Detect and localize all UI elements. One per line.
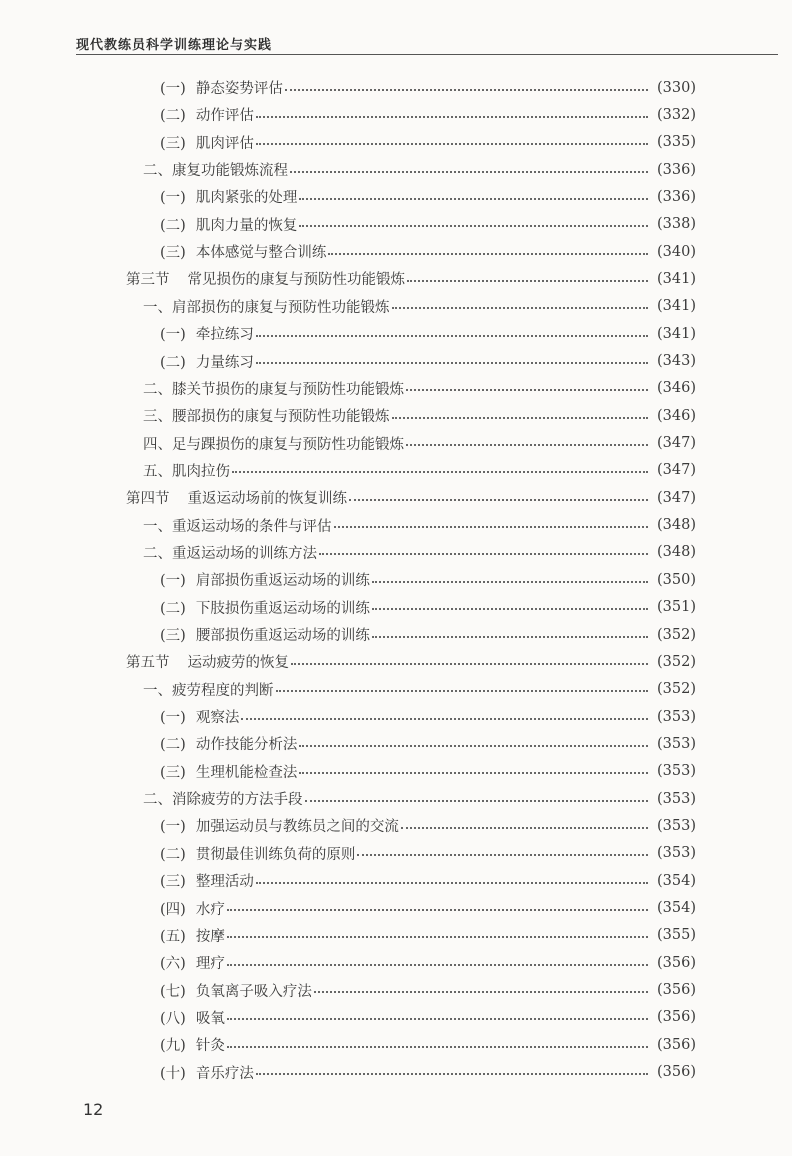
toc-entry-page: (354) (657, 900, 696, 916)
toc-entry-label: (七) (160, 983, 186, 1000)
toc-entry-text: 生理机能检查法 (195, 764, 298, 781)
toc-entry-label: 第四节 (126, 491, 170, 508)
toc-entry-title (160, 761, 297, 782)
dot-leader (256, 362, 648, 364)
dot-leader (319, 553, 648, 555)
dot-leader (227, 1046, 648, 1048)
toc-entry[interactable] (0, 1031, 696, 1058)
toc-entry-text: 肌肉力量的恢复 (195, 217, 298, 234)
toc-entry-title (160, 1062, 254, 1083)
toc-entry-text: 重返运动场的训练方法 (172, 545, 317, 562)
page-number: 12 (83, 1100, 104, 1119)
toc-entry[interactable] (0, 430, 696, 457)
toc-entry-page: (351) (657, 599, 696, 616)
toc-entry-title (160, 1034, 225, 1055)
toc-entry[interactable] (0, 183, 696, 210)
toc-entry-text: 肩部损伤的康复与预防性功能锻炼 (172, 299, 390, 316)
toc-entry-text: 贯彻最佳训练负荷的原则 (195, 846, 356, 863)
toc-entry-text: 加强运动员与教练员之间的交流 (195, 819, 399, 836)
toc-entry-text: 动作技能分析法 (195, 737, 298, 754)
toc-entry-text: 运动疲劳的恢复 (187, 655, 289, 672)
toc-entry-page: (336) (657, 161, 696, 178)
toc-entry-label: (三) (160, 628, 186, 644)
toc-entry-label: 五、 (143, 463, 172, 480)
toc-entry[interactable] (0, 348, 696, 375)
dot-leader (227, 936, 648, 938)
dot-leader (232, 471, 648, 473)
running-header: 现代教练员科学训练理论与实践 (76, 38, 273, 53)
toc-entry-page: (347) (657, 435, 696, 452)
toc-entry-page: (352) (657, 626, 696, 643)
toc-entry[interactable] (0, 211, 696, 238)
toc-entry-page: (330) (657, 79, 696, 96)
toc-entry[interactable] (0, 758, 696, 785)
dot-leader (299, 772, 648, 774)
toc-entry[interactable] (0, 484, 696, 511)
toc-entry-label: (二) (160, 354, 186, 371)
toc-entry-text: 本体感觉与整合训练 (195, 245, 327, 262)
toc-entry[interactable] (0, 1059, 696, 1086)
toc-entry-text: 水疗 (195, 901, 225, 918)
toc-entry-text: 腰部损伤重返运动场的训练 (195, 628, 370, 644)
dot-leader (372, 581, 648, 583)
dot-leader (305, 800, 649, 802)
toc-entry-page: (348) (657, 517, 696, 534)
dot-leader (241, 718, 648, 720)
toc-entry[interactable] (0, 402, 696, 429)
toc-entry-title (160, 214, 297, 235)
toc-entry-label: 二、 (143, 545, 172, 562)
toc-entry[interactable] (0, 895, 696, 922)
dot-leader (256, 335, 648, 337)
toc-entry-title (143, 788, 303, 809)
dot-leader (401, 827, 648, 829)
toc-entry-page: (356) (657, 1064, 696, 1081)
toc-entry-text: 力量练习 (195, 354, 254, 371)
toc-entry-title (160, 351, 254, 372)
toc-entry-label: (八) (160, 1010, 186, 1027)
toc-entry[interactable] (0, 621, 696, 648)
toc-entry[interactable] (0, 156, 696, 183)
dot-leader (227, 1018, 648, 1020)
toc-entry-title (160, 569, 370, 590)
toc-entry[interactable] (0, 74, 696, 101)
toc-entry-page: (353) (657, 708, 696, 725)
toc-entry-page: (347) (657, 462, 696, 479)
toc-entry-page: (346) (657, 380, 696, 397)
toc-entry-title (160, 706, 239, 727)
dot-leader (285, 89, 648, 91)
toc-entry-title (160, 77, 283, 98)
dot-leader (299, 198, 648, 200)
toc-entry-label: 一、 (143, 518, 172, 535)
toc-entry[interactable] (0, 512, 696, 539)
toc-entry-text: 重返运动场的条件与评估 (172, 518, 332, 535)
toc-entry[interactable] (0, 840, 696, 867)
toc-entry-text: 整理活动 (195, 874, 254, 891)
toc-entry-title (160, 1007, 225, 1028)
toc-entry[interactable] (0, 812, 696, 839)
toc-entry-label: 二、 (143, 792, 172, 809)
toc-entry-text: 动作评估 (195, 108, 254, 125)
toc-entry-title (143, 542, 317, 563)
toc-entry-text: 疲劳程度的判断 (172, 682, 274, 699)
toc-entry-label: (一) (160, 573, 186, 590)
toc-entry-text: 肩部损伤重返运动场的训练 (195, 573, 370, 590)
toc-entry-text: 按摩 (195, 928, 225, 945)
toc-entry-label: (一) (160, 190, 186, 207)
toc-entry-text: 常见损伤的康复与预防性功能锻炼 (187, 272, 405, 289)
toc-entry-label: (三) (160, 764, 186, 781)
toc-entry-title (143, 460, 230, 481)
toc-entry[interactable] (0, 265, 696, 292)
toc-entry-title (160, 241, 326, 262)
toc-entry-page: (341) (657, 325, 696, 342)
dot-leader (314, 991, 648, 993)
toc-entry-label: (五) (160, 928, 186, 945)
toc-entry-label: 第三节 (126, 272, 170, 289)
toc-entry-text: 理疗 (195, 956, 225, 973)
toc-entry-text: 吸氧 (195, 1010, 225, 1027)
toc-entry[interactable] (0, 320, 696, 347)
toc-entry-text: 消除疲劳的方法手段 (172, 792, 303, 809)
toc-entry[interactable] (0, 730, 696, 757)
toc-entry[interactable] (0, 1004, 696, 1031)
toc-entry-page: (356) (657, 954, 696, 971)
toc-entry-text: 音乐疗法 (195, 1065, 254, 1082)
dot-leader (227, 964, 648, 966)
toc-entry-text: 牵拉练习 (195, 327, 254, 344)
toc-entry-label: 一、 (143, 682, 172, 699)
toc-entry[interactable] (0, 922, 696, 949)
toc-entry-text: 重返运动场前的恢复训练 (187, 491, 347, 508)
toc-entry-label: (三) (160, 135, 186, 152)
toc-entry-page: (343) (657, 353, 696, 369)
toc-entry-text: 针灸 (195, 1038, 225, 1055)
dot-leader (406, 389, 648, 391)
toc-entry-label: 第五节 (126, 655, 170, 672)
toc-entry-label: (四) (160, 901, 186, 918)
toc-entry-label: (三) (160, 874, 186, 891)
toc-entry-label: (二) (160, 217, 186, 234)
toc-entry-page: (352) (657, 653, 696, 670)
toc-entry-label: (一) (160, 81, 186, 97)
toc-entry[interactable] (0, 129, 696, 156)
toc-entry-text: 肌肉评估 (195, 135, 254, 152)
toc-entry[interactable] (0, 238, 696, 265)
toc-entry-title (160, 323, 254, 344)
toc-entry-title (160, 597, 370, 618)
toc-entry-text: 肌肉拉伤 (172, 463, 230, 480)
toc-entry-title (160, 132, 254, 153)
toc-entry-label: (一) (160, 327, 186, 344)
toc-entry-page: (338) (657, 216, 696, 233)
dot-leader (299, 745, 648, 747)
toc-entry-title (160, 925, 225, 946)
toc-entry[interactable] (0, 648, 696, 675)
toc-entry-title (126, 487, 347, 508)
toc-entry-page: (356) (657, 1036, 696, 1053)
toc-entry[interactable] (0, 949, 696, 976)
toc-entry-page: (341) (657, 298, 696, 315)
toc-entry-page: (335) (657, 134, 696, 151)
toc-entry-page: (353) (657, 763, 696, 780)
toc-entry[interactable] (0, 375, 696, 402)
toc-entry-label: (三) (160, 245, 186, 262)
toc-entry-title (143, 378, 404, 399)
toc-entry-label: (二) (160, 737, 186, 754)
toc-entry-page: (354) (657, 872, 696, 889)
toc-entry-label: (一) (160, 710, 186, 727)
toc-entry-page: (350) (657, 571, 696, 588)
dot-leader (256, 1073, 648, 1075)
toc-entry-page: (352) (657, 681, 696, 698)
toc-entry-title (143, 296, 390, 317)
toc-entry-page: (348) (657, 544, 696, 561)
toc-entry-text: 康复功能锻炼流程 (172, 163, 288, 180)
toc-entry-title (160, 898, 225, 919)
toc-entry-label: 二、 (143, 381, 172, 398)
toc-entry[interactable] (0, 676, 696, 703)
toc-entry[interactable] (0, 867, 696, 894)
toc-entry-text: 下肢损伤重返运动场的训练 (195, 600, 370, 617)
toc-entry-text: 静态姿势评估 (195, 81, 283, 97)
toc-entry-title (160, 980, 312, 1001)
dot-leader (406, 444, 648, 446)
toc-entry-page: (347) (657, 489, 696, 506)
toc-entry-page: (341) (657, 270, 696, 287)
dot-leader (392, 417, 649, 419)
toc-entry-page: (332) (657, 106, 696, 123)
toc-entry-title (143, 679, 274, 700)
dot-leader (372, 636, 648, 638)
toc-entry-title (160, 843, 355, 864)
toc-entry-page: (353) (657, 845, 696, 862)
toc-entry-label: (一) (160, 819, 186, 836)
toc-entry-page: (340) (657, 243, 696, 260)
toc-entry-label: (二) (160, 600, 186, 617)
toc-entry-label: (二) (160, 846, 186, 863)
toc-entry-title (143, 159, 288, 180)
toc-entry-label: (二) (160, 108, 186, 125)
toc-entry-label: 一、 (143, 299, 172, 316)
toc-entry[interactable] (0, 785, 696, 812)
dot-leader (290, 171, 648, 173)
toc-entry-title (126, 651, 289, 672)
toc-entry-title (160, 104, 254, 125)
dot-leader (328, 253, 648, 255)
toc-entry-text: 腰部损伤的康复与预防性功能锻炼 (172, 409, 390, 426)
dot-leader (291, 663, 648, 665)
toc-entry[interactable] (0, 566, 696, 593)
toc-entry[interactable] (0, 457, 696, 484)
toc-entry-label: 二、 (143, 163, 172, 180)
toc-entry-title (143, 433, 404, 454)
toc-entry-label: 四、 (143, 436, 172, 453)
dot-leader (299, 225, 648, 227)
toc-entry-label: (十) (160, 1065, 186, 1082)
toc-entry-title (160, 733, 297, 754)
toc-entry-page: (353) (657, 735, 696, 752)
toc-entry-title (126, 268, 405, 289)
header-rule (76, 54, 778, 55)
toc-entry-title (160, 624, 370, 645)
toc-entry[interactable] (0, 101, 696, 128)
toc-entry-page: (353) (657, 790, 696, 807)
toc-entry-title (160, 870, 254, 891)
dot-leader (256, 882, 648, 884)
toc-entry-text: 负氧离子吸入疗法 (195, 983, 312, 1000)
toc-entry-page: (356) (657, 1009, 696, 1026)
toc-entry[interactable] (0, 293, 696, 320)
dot-leader (276, 690, 649, 692)
dot-leader (372, 608, 648, 610)
toc-entry-label: (六) (160, 956, 186, 973)
toc-entry-text: 足与踝损伤的康复与预防性功能锻炼 (172, 436, 404, 453)
toc-entry-page: (355) (657, 927, 696, 944)
toc-entry-page: (356) (657, 982, 696, 999)
toc-entry[interactable] (0, 703, 696, 730)
toc-entry-title (143, 405, 390, 426)
dot-leader (349, 499, 648, 501)
toc-entry[interactable] (0, 539, 696, 566)
dot-leader (227, 909, 648, 911)
toc-entry[interactable] (0, 594, 696, 621)
toc-entry-text: 观察法 (195, 710, 240, 727)
toc-entry[interactable] (0, 977, 696, 1004)
toc-entry-page: (353) (657, 817, 696, 834)
toc-entry-title (160, 186, 297, 207)
toc-entry-text: 膝关节损伤的康复与预防性功能锻炼 (172, 381, 404, 398)
dot-leader (256, 143, 648, 145)
dot-leader (256, 116, 648, 118)
dot-leader (334, 526, 649, 528)
toc-entry-title (160, 815, 399, 836)
toc-entry-label: 三、 (143, 409, 172, 426)
toc-entry-page: (336) (657, 188, 696, 205)
toc-entry-text: 肌肉紧张的处理 (195, 190, 298, 207)
dot-leader (357, 854, 648, 856)
toc-entry-label: (九) (160, 1038, 186, 1055)
toc-entry-page: (346) (657, 407, 696, 424)
toc-entry-title (143, 515, 332, 536)
dot-leader (407, 280, 648, 282)
toc-entry-title (160, 952, 225, 973)
dot-leader (392, 307, 649, 309)
